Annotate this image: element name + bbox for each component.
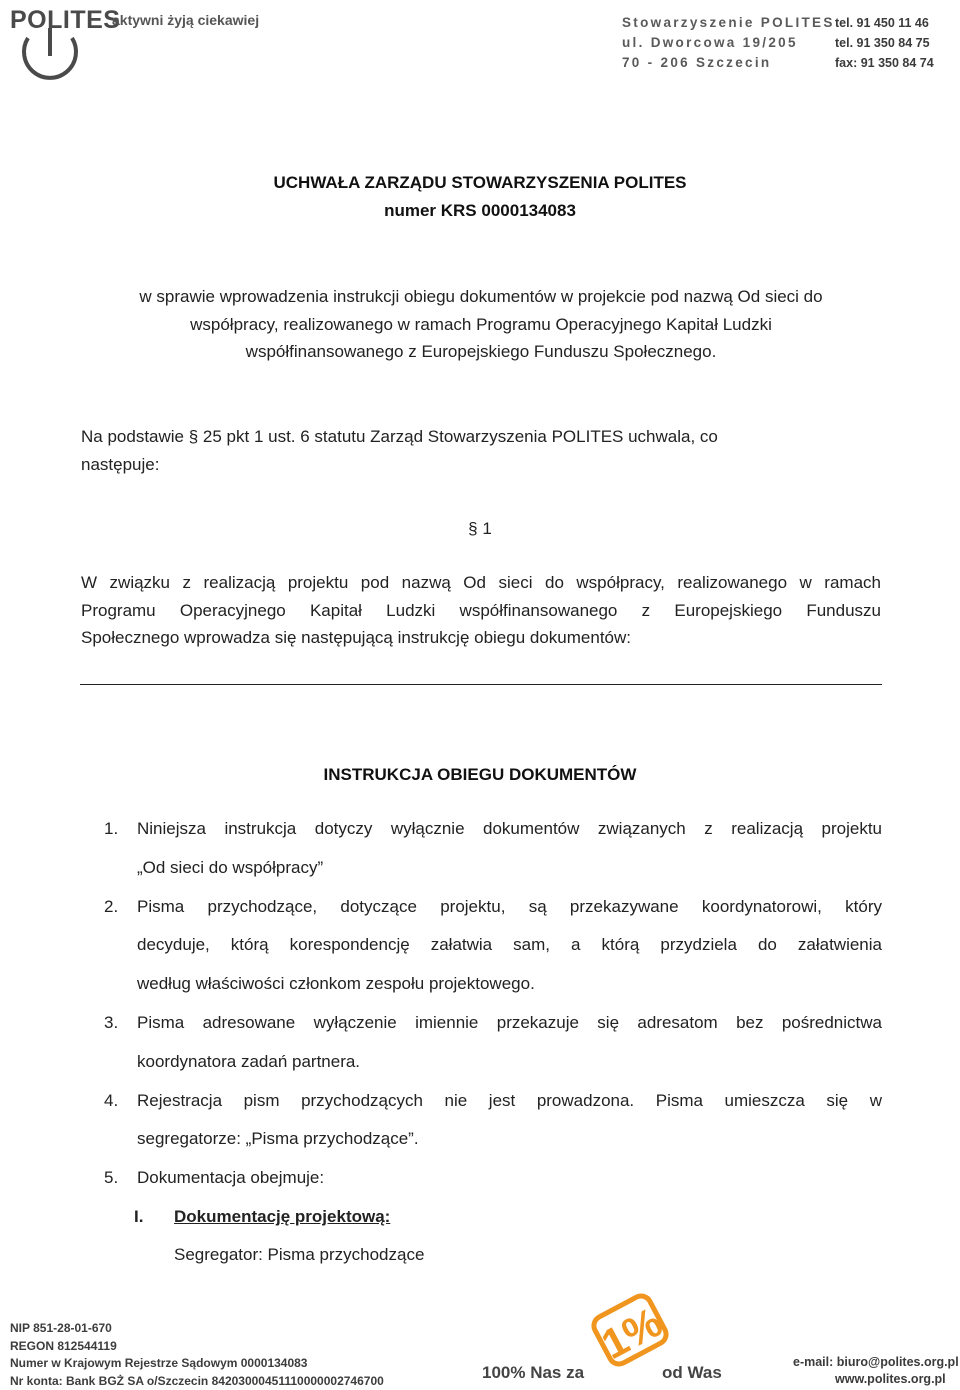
subject-line: współpracy, realizowanego w ramach Programu Operacyjnego Kapitał Ludzki xyxy=(190,314,772,334)
phone-line: tel. 91 350 84 75 xyxy=(835,36,930,50)
list-item xyxy=(104,888,882,1004)
item-line: „Od sieci do współpracy” xyxy=(137,857,324,877)
address-line: 70 - 206 Szczecin xyxy=(622,55,772,70)
item-number: 5. xyxy=(104,1168,119,1188)
sub-text: Segregator: Pisma przychodzące xyxy=(174,1245,425,1264)
basis-line: następuje: xyxy=(81,454,160,474)
item-number: 4. xyxy=(104,1090,119,1110)
badge-text: 1% xyxy=(593,1298,670,1369)
header-address xyxy=(622,13,835,73)
instruction-list xyxy=(104,810,882,1198)
footer-www[interactable]: www.polites.org.pl xyxy=(835,1372,946,1386)
legal-basis xyxy=(81,423,881,478)
item-line: Rejestracja pism przychodzących nie jest prowadzona. Pisma umieszcza się w xyxy=(137,1090,882,1110)
footer-regon: REGON 812544119 xyxy=(10,1338,117,1353)
item-line: koordynatora zadań partnera. xyxy=(137,1051,361,1071)
item-number: 3. xyxy=(104,1012,119,1032)
list-item xyxy=(104,1159,882,1198)
section-line: Społecznego wprowadza się następującą instrukcję obiegu dokumentów: xyxy=(81,628,632,647)
footer-email[interactable]: e-mail: biuro@polites.org.pl xyxy=(793,1355,959,1369)
item-line: decyduje, którą korespondencję załatwia sam, a którą przydziela do załatwienia xyxy=(137,935,882,955)
section-line: W związku z realizacją projektu pod nazwą Od sieci do współpracy, realizowanego w ramach xyxy=(81,573,881,592)
slogan: aktywni żyją ciekawiej xyxy=(112,12,260,28)
section-line: Programu Operacyjnego Kapitał Ludzki współfinansowanego z Europejskiego Funduszu xyxy=(81,600,881,620)
document-title: UCHWAŁA ZARZĄDU STOWARZYSZENIA POLITES xyxy=(273,173,687,192)
item-line: Pisma przychodzące, dotyczące projektu, są przekazywane koordynatorowi, który xyxy=(137,896,882,916)
phone-line: tel. 91 450 11 46 xyxy=(835,16,929,30)
sub-title: Dokumentację projektową: xyxy=(174,1207,391,1226)
item-number: 1. xyxy=(104,819,119,838)
list-item xyxy=(104,810,882,888)
sub-heading xyxy=(134,1207,390,1227)
footer-slogan-b: od Was xyxy=(662,1363,722,1382)
item-line: według właściwości członkom zespołu projektowego. xyxy=(137,974,535,994)
logo-text: POLITES xyxy=(10,6,121,34)
list-item xyxy=(104,1082,882,1160)
divider xyxy=(80,684,882,685)
footer-registry xyxy=(10,1320,384,1390)
list-item xyxy=(104,1004,882,1082)
one-percent-badge xyxy=(585,1290,675,1370)
footer-slogan-a: 100% Nas za xyxy=(482,1363,585,1382)
item-line: Niniejsza instrukcja dotyczy wyłącznie dokumentów związanych z realizacją projektu xyxy=(137,819,882,838)
item-line: segregatorze: „Pisma przychodzące”. xyxy=(137,1129,419,1149)
footer-contact xyxy=(793,1354,959,1388)
item-number: 2. xyxy=(104,896,119,916)
address-line: ul. Dworcowa 19/205 xyxy=(622,35,798,50)
section-text xyxy=(81,569,881,652)
instruction-title: INSTRUKCJA OBIEGU DOKUMENTÓW xyxy=(323,765,637,784)
power-icon xyxy=(10,28,90,88)
item-line: Dokumentacja obejmuje: xyxy=(137,1168,325,1188)
fax-line: fax: 91 350 84 74 xyxy=(835,56,934,70)
header-phones xyxy=(835,13,934,73)
document-subject xyxy=(81,283,881,366)
address-line: Stowarzyszenie POLITES xyxy=(622,15,835,30)
subject-line: w sprawie wprowadzenia instrukcji obiegu dokumentów w projekcie pod nazwą Od sieci do xyxy=(139,287,823,306)
sub-number: I. xyxy=(134,1207,144,1226)
subject-line: współfinansowanego z Europejskiego Funduszu Społecznego. xyxy=(245,342,717,361)
footer-account: Nr konta: Bank BGŻ SA o/Szczecin 84203000451110000002746700 xyxy=(10,1373,384,1388)
section-heading: § 1 xyxy=(468,519,492,538)
footer-nip: NIP 851-28-01-670 xyxy=(10,1321,112,1335)
document-krs: numer KRS 0000134083 xyxy=(384,201,576,220)
basis-line: Na podstawie § 25 pkt 1 ust. 6 statutu Zarząd Stowarzyszenia POLITES uchwala, co xyxy=(81,427,718,446)
item-line: Pisma adresowane wyłączenie imiennie przekazuje się adresatom bez pośrednictwa xyxy=(137,1012,882,1032)
footer-krs: Numer w Krajowym Rejestrze Sądowym 0000134083 xyxy=(10,1356,308,1370)
